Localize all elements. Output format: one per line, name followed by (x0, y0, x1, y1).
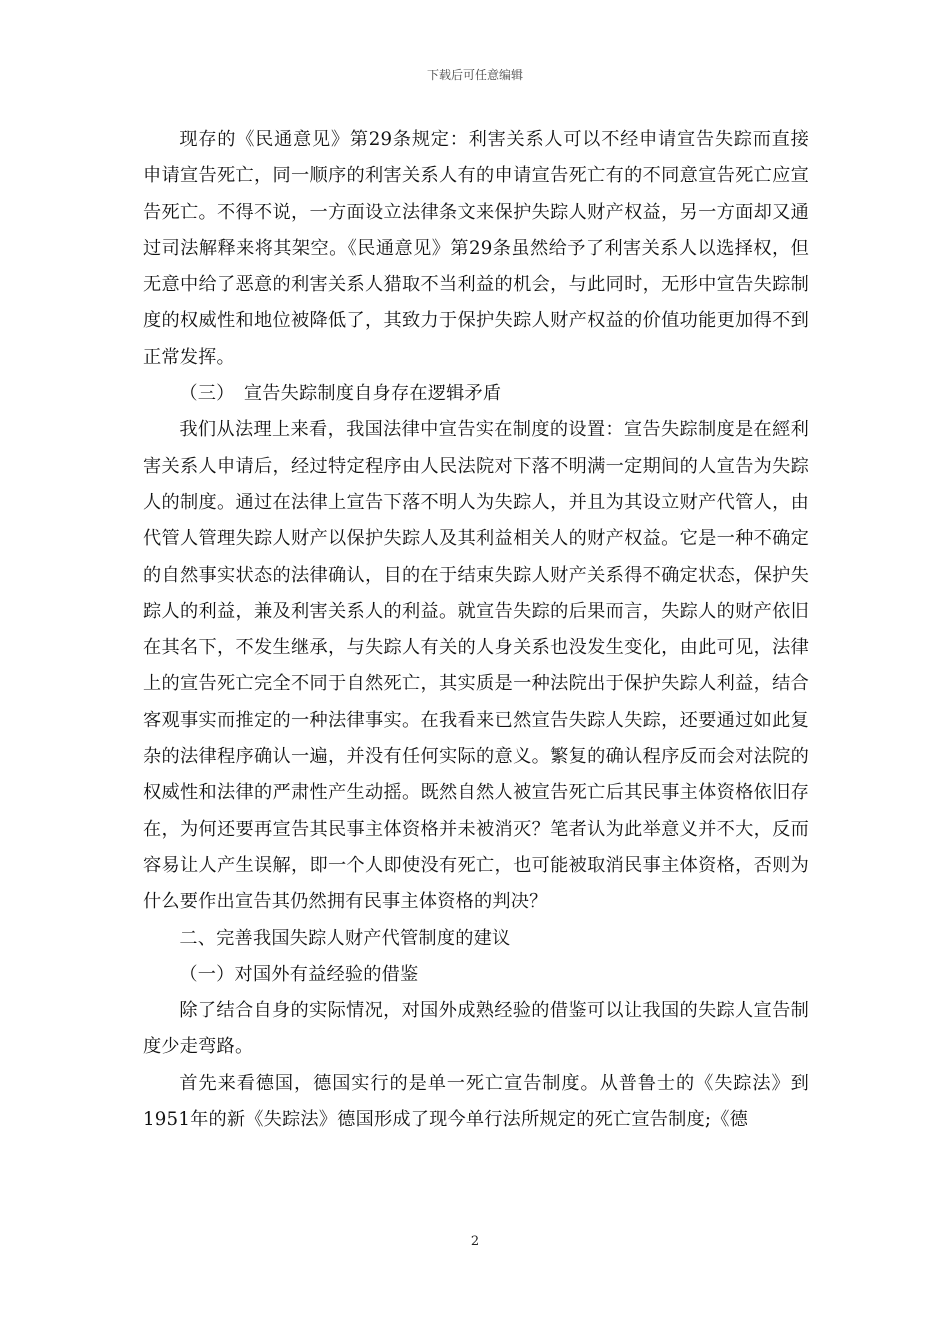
paragraph-article-29: 现存的《民通意见》第29条规定：利害关系人可以不经申请宣告失踪而直接申请宣告死亡，同一顺序的利害关系人有的申请宣告死亡有的不同意宣告死亡应宣告死亡。不得不说，一方面设立法律条文来保护失踪人财产权益，另一方面却又通过司法解释来将其架空。《民通意见》第29条虽然给予了利害关系人以选择权，但无意中给了恶意的利害关系人猎取不当利益的机会，与此同时，无形中宣告失踪制度的权威性和地位被降低了，其致力于保护失踪人财产权益的价值功能更加得不到正常发挥。 (143, 129, 809, 368)
document-body (143, 122, 809, 1138)
paragraph-legal-theory: 我们从法理上来看，我国法律中宣告实在制度的设置：宣告失踪制度是在經利害关系人申请后，经过特定程序由人民法院对下落不明满一定期间的人宣告为失踪人的制度。通过在法律上宣告下落不明人为失踪人，并且为其设立财产代管人，由代管人管理失踪人财产以保护失踪人及其利益相关人的财产权益。它是一种不确定的自然事实状态的法律确认，目的在于结束失踪人财产关系得不确定状态，保护失踪人的利益，兼及利害关系人的利益。就宣告失踪的后果而言，失踪人的财产依旧在其名下，不发生继承，与失踪人有关的人身关系也没发生变化，由此可见，法律上的宣告死亡完全不同于自然死亡，其实质是一种法院出于保护失踪人利益，结合客观事实而推定的一种法律事实。在我看来已然宣告失踪人失踪，还要通过如此复杂的法律程序确认一遍，并没有任何实际的意义。繁复的确认程序反而会对法院的权威性和法律的严肃性产生动摇。既然自然人被宣告死亡后其民事主体资格依旧存在，为何还要再宣告其民事主体资格并未被消灭？笔者认为此举意义并不大，反而容易让人产生误解，即一个人即使没有死亡，也可能被取消民事主体资格，否则为什么要作出宣告其仍然拥有民事主体资格的判决？ (143, 419, 809, 913)
page-number: 2 (470, 1234, 480, 1249)
page-header: 下载后可任意编辑 (426, 68, 523, 82)
paragraph-germany: 首先来看德国，德国实行的是单一死亡宣告制度。从普鲁士的《失踪法》到1951年的新《失踪法》德国形成了现今单行法所规定的死亡宣告制度;《德 (143, 1072, 809, 1131)
paragraph-foreign-experience: 除了结合自身的实际情况，对国外成熟经验的借鉴可以让我国的失踪人宣告制度少走弯路。 (143, 1000, 809, 1058)
chapter-heading-2: 二、完善我国失踪人财产代管制度的建议 (179, 927, 511, 949)
section-heading-1: （一）对国外有益经验的借鉴 (179, 963, 419, 985)
section-heading-3: （三） 宣告失踪制度自身存在逻辑矛盾 (179, 383, 502, 405)
